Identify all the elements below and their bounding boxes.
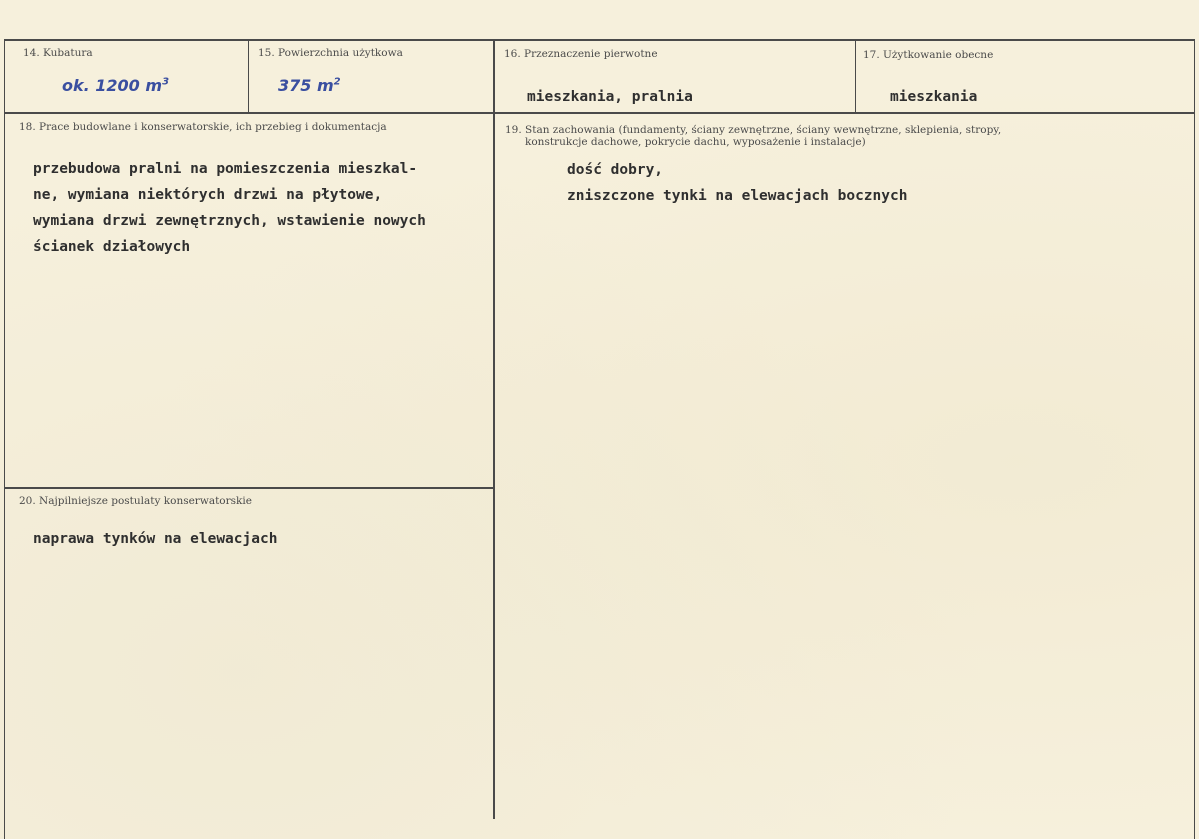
field-19-line: zniszczone tynki na elewacjach bocznych bbox=[567, 188, 908, 204]
field-19-label-line1: 19. Stan zachowania (fundamenty, ściany zewnętrzne, ściany wewnętrzne, sklepienia, stropy, bbox=[505, 124, 1002, 136]
field-15-value-text: 375 m bbox=[278, 76, 334, 95]
top-border bbox=[4, 39, 1195, 41]
field-14-value bbox=[62, 76, 169, 95]
divider-14-15 bbox=[248, 39, 249, 113]
main-vertical-divider bbox=[493, 39, 495, 819]
divider-16-17 bbox=[855, 39, 856, 113]
field-15-value bbox=[278, 76, 341, 95]
field-19-line: dość dobry, bbox=[567, 162, 664, 178]
field-18-line: ścianek działowych bbox=[33, 239, 191, 255]
field-18-line: wymiana drzwi zewnętrznych, wstawienie nowych bbox=[33, 213, 426, 229]
field-15-value-exp: 2 bbox=[333, 76, 341, 88]
left-border bbox=[4, 39, 5, 839]
field-18-line: ne, wymiana niektórych drzwi na płytowe, bbox=[33, 187, 383, 203]
field-18-text bbox=[33, 156, 426, 260]
field-16-label: 16. Przeznaczenie pierwotne bbox=[504, 48, 658, 60]
right-border bbox=[1194, 39, 1195, 839]
field-20-value: naprawa tynków na elewacjach bbox=[33, 531, 278, 547]
field-20-label: 20. Najpilniejsze postulaty konserwatorskie bbox=[19, 495, 252, 507]
row1-divider bbox=[4, 112, 1195, 114]
field-18-label: 18. Prace budowlane i konserwatorskie, ich przebieg i dokumentacja bbox=[19, 121, 387, 133]
field-17-label: 17. Użytkowanie obecne bbox=[863, 49, 994, 61]
field-14-value-exp: 3 bbox=[162, 76, 170, 88]
field-15-label: 15. Powierzchnia użytkowa bbox=[258, 47, 403, 59]
field-14-label: 14. Kubatura bbox=[23, 47, 93, 59]
field-18-line: przebudowa pralni na pomieszczenia mieszkal- bbox=[33, 161, 418, 177]
field-14-value-text: ok. 1200 m bbox=[62, 76, 163, 95]
field-19-text bbox=[567, 157, 907, 209]
row2-divider bbox=[4, 487, 493, 489]
field-17-value: mieszkania bbox=[890, 89, 978, 105]
field-19-label-line2: konstrukcje dachowe, pokrycie dachu, wyposażenie i instalacje) bbox=[525, 136, 866, 148]
field-16-value: mieszkania, pralnia bbox=[527, 89, 693, 105]
